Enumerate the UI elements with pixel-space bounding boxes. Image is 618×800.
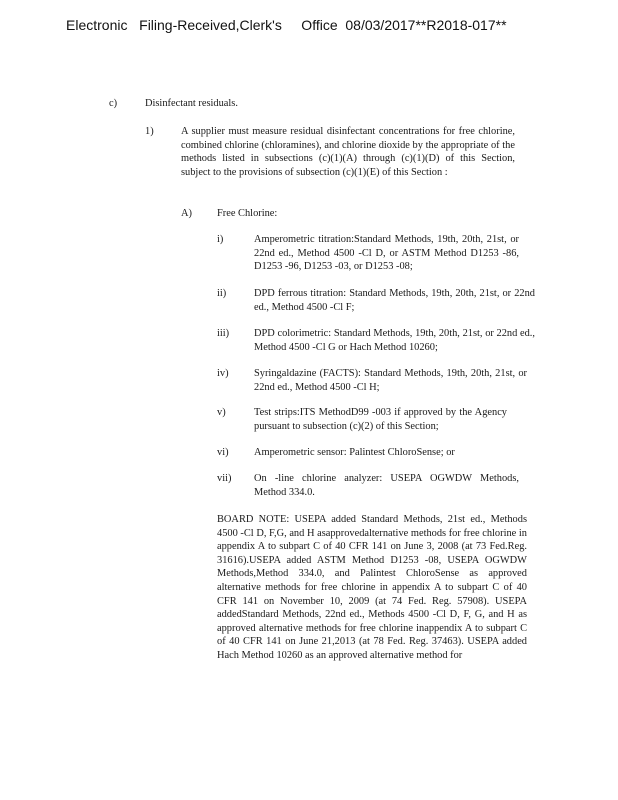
- item-iii-text: DPD colorimetric: Standard Methods, 19th, 20th, 21st, or 22nd ed., Method 4500 -Cl G or Hach Method 10260;: [254, 328, 535, 353]
- item-vi-text: Amperometric sensor: Palintest ChloroSense; or: [254, 447, 455, 458]
- item-vii-text: On -line chlorine analyzer: USEPA OGWDW Methods, Method 334.0.: [254, 473, 519, 498]
- para-A-label: A): [181, 208, 192, 219]
- para-A-title: Free Chlorine:: [217, 208, 278, 219]
- item-ii-text: DPD ferrous titration: Standard Methods, 19th, 20th, 21st, or 22nd ed., Method 4500 -Cl F;: [254, 288, 535, 313]
- item-iii-label: iii): [217, 328, 230, 339]
- item-v-label: v): [217, 407, 226, 418]
- item-iv-text: Syringaldazine (FACTS): Standard Methods, 19th, 20th, 21st, or 22nd ed., Method 4500 -Cl H;: [254, 368, 527, 393]
- section-c-title: Disinfectant residuals.: [145, 98, 238, 109]
- filing-header: Electronic Filing-Received,Clerk's Office 08/03/2017**R2018-017**: [66, 17, 507, 33]
- item-i-text: Amperometric titration:Standard Methods, 19th, 20th, 21st, or 22nd ed., Method 4500 -Cl D, or ASTM Method D1253 -86, D1253 -96, D1253 -03, or D1253 -08;: [254, 234, 519, 273]
- item-ii-label: ii): [217, 288, 227, 299]
- item-iv-label: iv): [217, 368, 229, 379]
- para-1-text: A supplier must measure residual disinfectant concentrations for free chlorine, combined chlorine (chloramines), and chlorine dioxide by the appropriate of the methods listed in subsections (c)(1)(A) through (c)(1)(D) of this Section, subject to the provisions of subsection (c)(1)(E) of this Section :: [181, 126, 515, 178]
- section-c-label: c): [109, 98, 118, 109]
- para-1-label: 1): [145, 126, 154, 137]
- item-i-label: i): [217, 234, 224, 245]
- item-vi-label: vi): [217, 447, 229, 458]
- board-note: BOARD NOTE: USEPA added Standard Methods, 21st ed., Methods 4500 -Cl D, F,G, and H asapprovedalternative methods for free chlorine in appendix A to subpart C of 40 CFR 141 on June 3, 2008 (at 73 Fed.Reg. 31616).USEPA added ASTM Method D1253 -08, USEPA OGWDW Methods,Method 334.0, and Palintest ChloroSense as approved alternative methods for free chlorine in appendix A to subpart C of 40 CFR 141 on November 10, 2009 (at 74 Fed. Reg. 57908). USEPA addedStandard Methods, 22nd ed., Methods 4500 -Cl D, F, G, and H as approved alternative methods for free chlorine inappendix A to subpart C of 40 CFR 141 on June 21,2013 (at 78 Fed. Reg. 37463). USEPA added Hach Method 10260 as an approved alternative method for: [217, 514, 527, 661]
- item-v-text: Test strips:ITS MethodD99 -003 if approved by the Agency pursuant to subsection (c)(2) of this Section;: [254, 407, 507, 432]
- item-vii-label: vii): [217, 473, 232, 484]
